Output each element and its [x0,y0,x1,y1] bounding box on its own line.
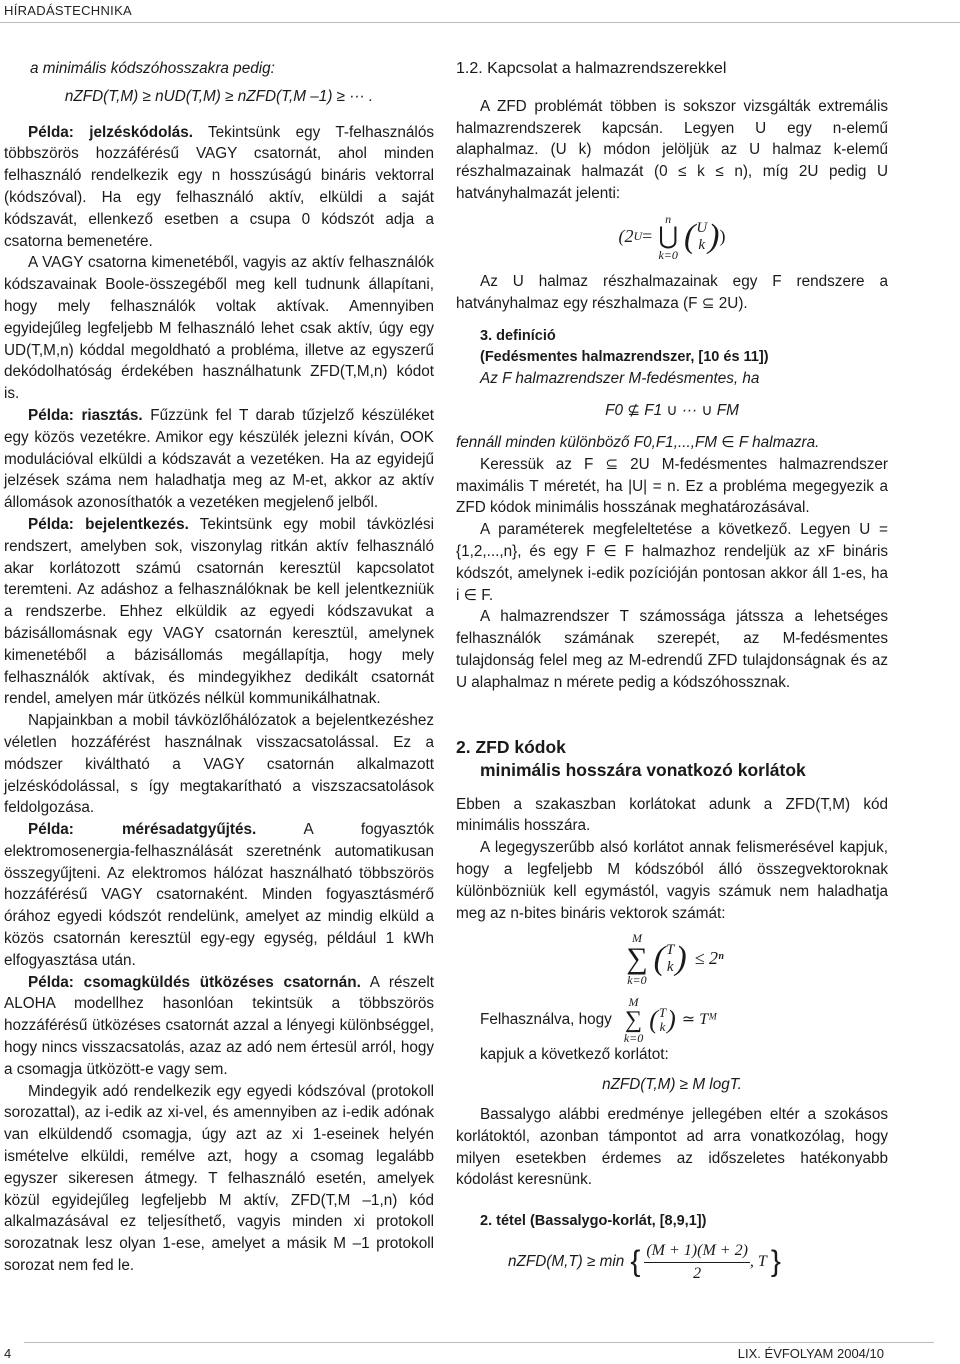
sum-operator [626,932,647,986]
example-text: Tekintsünk egy T-felhasználós többszörös hozzáférésű VAGY csatornát, ahol minden felhasználó rendelkezik egy n hosszúságú bináris vektorral (kódszóval). Ha egy felhasználó aktív, elküldi a saját kódszavát, ellenkező esetben a csupa 0 kódszót adja a csatorna bemenetére. [4,123,434,250]
example-packet [4,972,434,1081]
paragraph: A ZFD problémát többen is sokszor vizsgálták extremális halmazrendszerek kapcsán. Legyen U egy n-elemű alaphalmaz. (U k) módon jelöljük az U halmaz k-elemű részhalmazainak halmazát (0 ≤ k ≤ n), míg 2U pedig U hatványhalmazát jelenti: [456,97,888,202]
intro-line: a minimális kódszóhosszakra pedig: [30,60,275,77]
example-signaling [4,122,434,253]
binom-bottom: k [698,236,706,253]
op-upper: n [665,211,672,226]
formula-tail: ) [719,225,726,246]
definition-condition: fennáll minden különböző F0,F1,...,FM ∈ F halmazra. [456,433,820,451]
fraction-numerator: (M + 1)(M + 2) [644,1240,750,1263]
right-column [456,58,888,1295]
op-upper: M [631,931,642,946]
example-heading: Példa: mérésadatgyűjtés. [28,821,257,839]
binom-bottom: k [659,1019,666,1035]
formula-sup: U [633,228,643,243]
binomial: ( T k ) [653,940,687,978]
example-heading: Példa: riasztás. [28,406,143,424]
op-lower: k=0 [627,973,647,988]
binomial: ( U k ) [684,217,720,255]
paragraph: Ebben a szakaszban korlátokat adunk a ZFD(T,M) kód minimális hosszára. [456,795,888,835]
definition-number: 3. definíció [480,328,556,345]
example-login [4,514,434,710]
paragraph: Napjainkban a mobil távközlőhálózatok a bejelentkezéshez véletlen hozzáférést használnak visszacsatolással. Ez a módszer kiváltható a VAGY csatornán alkalmazott jelzéskódolással, s így megtakarítható a viszszacsatolások feldolgozása. [4,712,434,817]
paragraph: Bassalygo alábbi eredménye jellegében eltér a szokásos korlátoktól, azonban támpontot ad arra vonatkozólag, hogy milyen esetekben érdemes az időszeletes hatékonyabb kódolást keresnünk. [456,1105,888,1189]
op-symbol: ∑ [626,942,648,976]
example-heading: Példa: csomagküldés ütközéses csatornán. [28,973,361,991]
sum-operator [624,996,643,1044]
subsection-title: 1.2. Kapcsolat a halmazrendszerekkel [456,60,727,77]
formula-lhs: (2 [618,225,634,246]
formula-chain: nZFD(T,M) ≥ nUD(T,M) ≥ nZFD(T,M –1) ≥ ··· . [64,87,374,105]
fraction [644,1240,750,1285]
example-heading: Példa: bejelentkezés. [28,515,189,533]
formula-bassalygo [456,1240,888,1285]
example-text: Fűzzünk fel T darab tűzjelző készüléket egy közös vezetékre. Amikor egy készülék jelezni kíván, OOK modulációval elküldi a kódszavát a vezetéken. Ha az egyidejű jelzések száma nem haladhatja meg az M-et, akkor az aktív állomások azonosíthatók a vezetéken megjelenő jelből. [4,406,434,512]
union-operator [658,213,678,261]
formula-sum-bound [456,932,888,986]
example-metering [4,819,434,972]
brace-open: { [630,1245,641,1279]
footer-rule [24,1342,934,1343]
page-number: 4 [4,1346,12,1361]
approx-text-a: Felhasználva, hogy [480,1011,612,1029]
header-bar [0,0,960,23]
op-symbol: ⋃ [658,223,678,250]
fraction-denominator: 2 [693,1264,702,1282]
formula-tail: , T [749,1253,767,1271]
brace-close: } [770,1245,781,1279]
example-text: A fogyasztók elektromosenergia-felhasználását szeretnénk automatikusan összegyűjteni. Az elektromos hálózat használható többszörös hozzáférésű VAGY csatornaként. Minden fogyasztásmérő órához egyedi kódszót rendelünk, amelyet az mindig elküld a közös csatornán keresztül egy-egy egység, például 1 kWh elfogyasztása után. [4,821,434,969]
binom-top: T [658,1005,667,1021]
paragraph: A paraméterek megfeleltetése a következő. Legyen U = {1,2,...,n}, és egy F ∈ F halmazhoz rendeljük az xF bináris kódszót, amelynek i-edik pozícióján pontosan akkor áll 1-es, ha i ∈ F. [456,521,888,604]
binom-bottom: k [666,959,674,976]
paragraph: Az U halmaz részhalmazainak egy F rendszere a hatványhalmaz egy részhalmaza (F ⊆ 2U). [456,272,888,312]
definition-title: (Fedésmentes halmazrendszer, [10 és 11]) [480,349,769,366]
formula-approx [618,996,717,1044]
section-title [456,736,888,782]
formula-rhs: ≤ 2ⁿ [694,948,724,969]
example-text: Tekintsünk egy mobil távközlési rendszert, amelyben sok, viszonylag ritkán aktív felhasználó akar korlátozott számú csatornán keresztül kapcsolatot teremteni. Az adáshoz a felhasználóknak be kell jelentkezniük a rendszerbe. Ehhez elküldik az egyedi kódszavukat a bázisállomásnak egy VAGY csatornán keresztül, amelynek kimenetéből a bázisállomás megállapítja, hogy mely felhasználók aktívak, és mindegyikhez dedikált csatornát rendel, amelyen már ütközés nélkül kommunikálhatnak. [4,515,434,708]
paragraph: Mindegyik adó rendelkezik egy egyedi kódszóval (protokoll sorozattal), az i-edik az xi-vel, és amennyiben az i-edik adónak van elküldendő csomagja, úgy azt az xi 1-eseinek helyén ismételve elküldi, remélve azt, hogy a csomag legalább egyszer sikeresen átmegy. T felhasználó esetén, amelyek közül egyidejűleg legfeljebb M aktív, ZFD(T,M –1,n) kód alkalmazásával ez teljesíthető, vagyis minden xi protokoll sorozatnak lesz olyan 1-ese, amelyet a másik M –1 protokoll sorozat nem fed le. [4,1082,434,1275]
definition-block [456,326,888,390]
formula-eq: = [642,225,653,246]
definition-text: Az F halmazrendszer M-fedésmentes, ha [480,370,760,388]
section-title-line-2: minimális hosszára vonatkozó korlátok [480,759,806,780]
binom-top: T [665,942,675,959]
binomial: ( T k ) [649,1005,676,1035]
op-upper: M [628,995,639,1010]
section-title-line-1: 2. ZFD kódok [456,736,566,757]
example-text: A részelt ALOHA modellhez hasonlóan tekintsük a többszörös hozzáférésű ütközéses csatornát azzal a lényegi különbséggel, hogy nincs visszacsatolás, azaz az adó nem értesül arról, hogy a csomagja ütközött-e vagy sem. [4,973,434,1078]
paragraph: A halmazrendszer T számossága játssza a lehetséges felhasználók számának szerepét, az M-fedésmentes tulajdonság felel meg az M-edrendű ZFD tulajdonságnak és az U alaphalmaz n mérete pedig a kódszóhossznak. [456,608,888,691]
formula-lhs: nZFD(M,T) ≥ min [508,1253,625,1271]
op-lower: k=0 [623,1031,644,1046]
example-alarm [4,405,434,514]
theorem-title: 2. tétel (Bassalygo-korlát, [8,9,1]) [480,1213,707,1230]
paragraph: A VAGY csatorna kimenetéből, vagyis az aktív felhasználók kódszavainak Boole-összegéből meg kell tudnunk állapítani, hogy mely felhasználók voltak aktívak. Amennyiben egyidejűleg legfeljebb M felhasználó lehet csak aktív, úgy egy UD(T,M,n) kóddal megoldható a probléma, illetve az egyszerű dekódolhatóság érdekében használhatunk ZFD(T,M,n) kódot is. [4,254,434,403]
binom-top: U [696,219,708,236]
formula-cover-free: F0 ⊈ F1 ∪ ··· ∪ FM [605,402,739,420]
formula-powerset [456,213,888,261]
formula-rhs: ≃ Tᴹ [681,1011,718,1029]
op-symbol: ∑ [624,1007,643,1034]
example-heading: Példa: jelzéskódolás. [28,123,193,141]
issue-label: LIX. ÉVFOLYAM 2004/10 [737,1346,884,1361]
left-column [4,58,434,1277]
approx-text-b: kapjuk a következő korlátot: [480,1046,669,1064]
paragraph: Keressük az F ⊆ 2U M-fedésmentes halmazrendszer maximális T méretét, ha |U| = n. Ez a probléma megegyezik a ZFD kódok minimális hosszának meghatározásával. [456,455,888,517]
formula-lower-bound: nZFD(T,M) ≥ M logT. [602,1076,742,1094]
paragraph: A legegyszerűbb alsó korlátot annak felismerésével kapjuk, hogy a legfeljebb M kódszóból álló összegvektoroknak különbözniük kell egymástól, vagyis számuk nem haladhatja meg az n-bites bináris vektorok számát: [456,839,888,922]
running-head: HÍRADÁSTECHNIKA [4,3,133,18]
op-lower: k=0 [658,247,678,262]
approximation-line [456,996,888,1066]
